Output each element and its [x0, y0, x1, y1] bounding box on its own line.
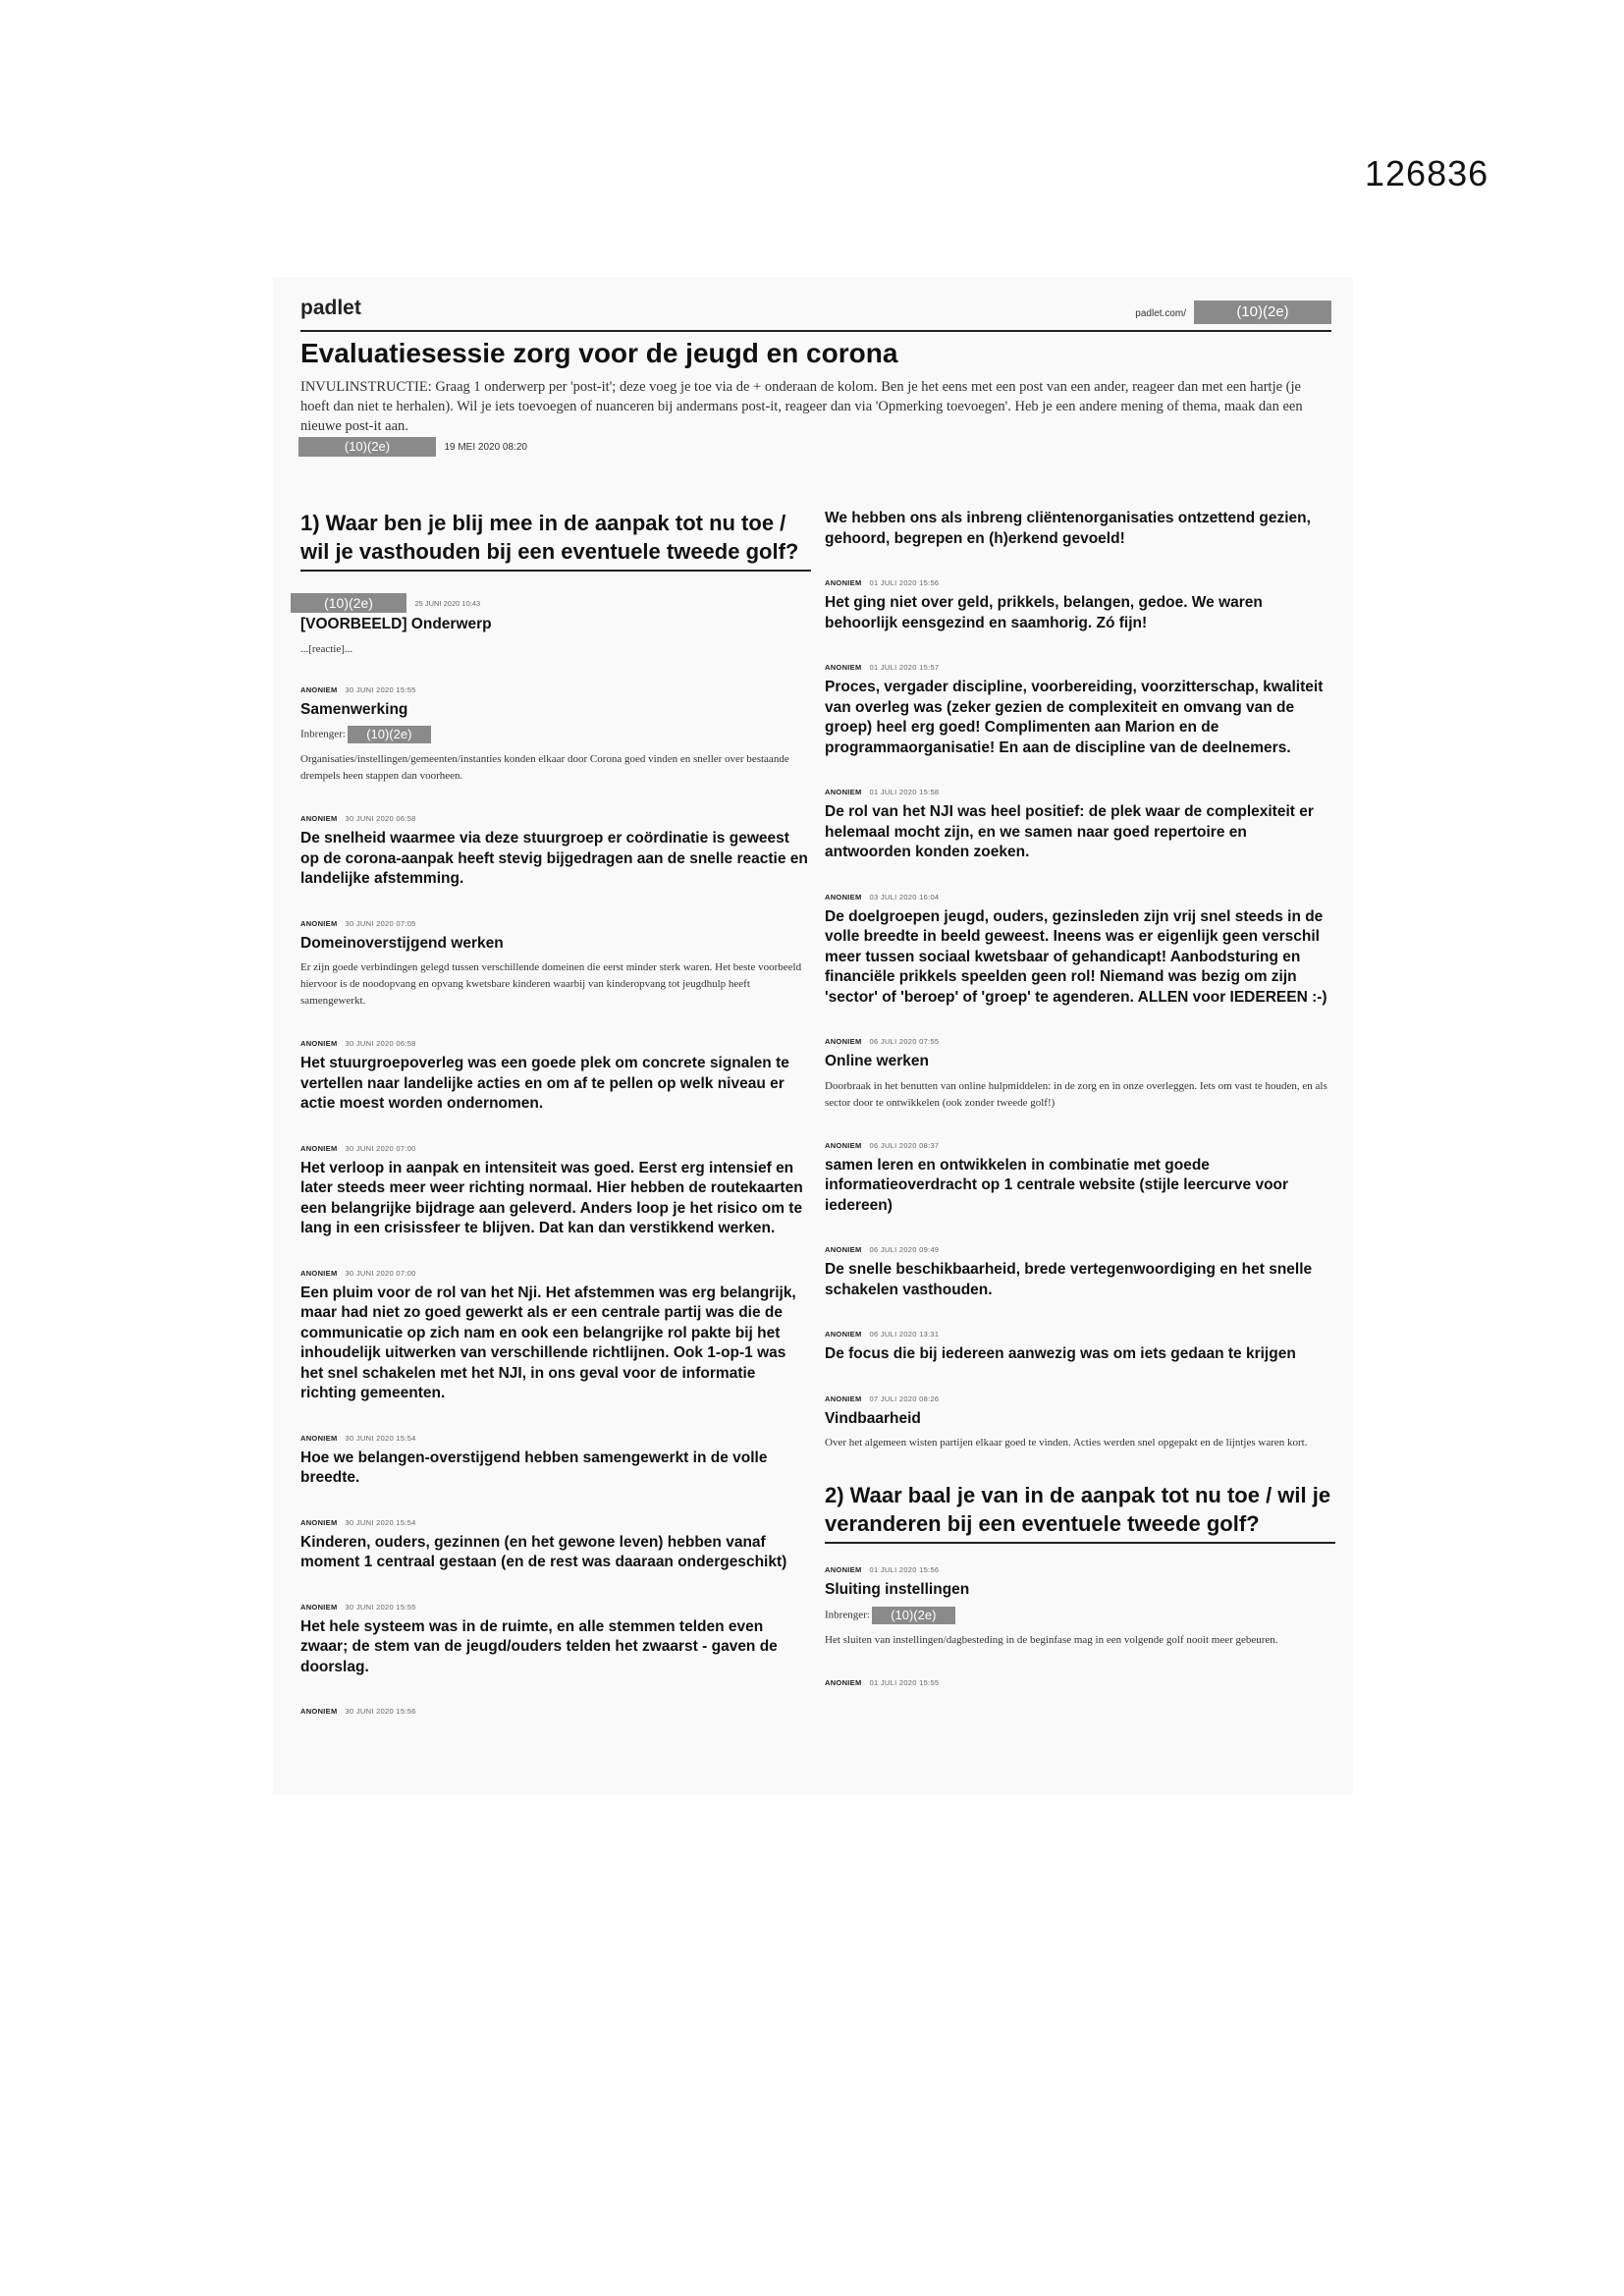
post-card[interactable]: [825, 1245, 1335, 1300]
board-meta: [298, 437, 527, 459]
post-date: 30 JUNI 2020 15:54: [345, 1433, 416, 1443]
post-card[interactable]: [300, 1603, 811, 1678]
post-author: ANONIEM: [825, 1565, 862, 1574]
post-title: De snelheid waarmee via deze stuurgroep er coördinatie is geweest op de corona-aanpak heeft stevig bijgedragen aan de snelle reactie en landelijke afstemming.: [300, 830, 808, 887]
post-title: Het hele systeem was in de ruimte, en alle stemmen telden even zwaar; de stem van de jeugd/ouders telden het zwaarst - gaven de doorslag.: [300, 1617, 778, 1675]
post-author: ANONIEM: [825, 1245, 862, 1254]
post-date: 01 JULI 2020 15:56: [869, 578, 940, 587]
post-card[interactable]: [825, 788, 1335, 863]
post-card[interactable]: [825, 509, 1335, 549]
post-author: ANONIEM: [300, 1517, 338, 1527]
section-heading: 2) Waar baal je van in de aanpak tot nu toe / wil je veranderen bij een eventuele tweede golf?: [825, 1481, 1335, 1544]
post-author: ANONIEM: [300, 1707, 338, 1716]
post-author: ANONIEM: [825, 1140, 862, 1150]
redaction-box: (10)(2e): [291, 593, 406, 613]
redaction-box: (10)(2e): [298, 437, 436, 457]
post-body: Er zijn goede verbindingen gelegd tussen verschillende domeinen die eerst minder sterk waren. Het beste voorbeeld hiervoor is de noodopvang en opvang kwetsbare kinderen waarbij van kinderopvang tot jeugdhulp heeft samengewerkt.: [300, 961, 802, 1007]
post-card[interactable]: [825, 663, 1335, 758]
post-author: ANONIEM: [300, 1143, 338, 1153]
post-date: 30 JUNI 2020 07:00: [345, 1268, 416, 1278]
redaction-box: (10)(2e): [1194, 301, 1331, 324]
redaction-box: (10)(2e): [348, 726, 431, 743]
post-author: ANONIEM: [825, 1037, 862, 1046]
post-date: 01 JULI 2020 15:56: [869, 1565, 940, 1574]
post-date: 01 JULI 2020 15:58: [869, 788, 940, 796]
document-number: 126836: [1365, 153, 1489, 193]
post-body: Organisaties/instellingen/gemeenten/instanties konden elkaar door Corona goed vinden en sneller over bestaande drempels heen stappen dan voorheen.: [300, 753, 789, 782]
post-body: Het sluiten van instellingen/dagbesteding in de beginfase mag in een volgende golf nooit meer gebeuren.: [825, 1633, 1278, 1646]
board-date: 19 MEI 2020 08:20: [444, 441, 527, 453]
post-title: Domeinoverstijgend werken: [300, 934, 504, 952]
post-author: ANONIEM: [825, 788, 862, 796]
post-date: 25 JUNI 2020 10:43: [414, 598, 481, 608]
post-card[interactable]: [300, 685, 811, 786]
post-author: ANONIEM: [825, 663, 862, 672]
post-card[interactable]: [825, 1565, 1335, 1649]
post-author: ANONIEM: [300, 918, 338, 928]
post-date: 03 JULI 2020 16:04: [869, 892, 940, 902]
post-card[interactable]: [300, 1144, 811, 1239]
post-card[interactable]: [300, 814, 811, 890]
post-date: 30 JUNI 2020 15:56: [345, 1707, 416, 1716]
post-card[interactable]: [825, 1394, 1335, 1452]
post-title: Hoe we belangen-overstijgend hebben samengewerkt in de volle breedte.: [300, 1449, 768, 1486]
post-title: Het stuurgroepoverleg was een goede plek om concrete signalen te vertellen naar landelijke acties en om af te pellen op welk niveau er actie moest worden ondernomen.: [300, 1055, 789, 1112]
post-author: ANONIEM: [300, 1268, 338, 1278]
instructions: INVULINSTRUCTIE: Graag 1 onderwerp per 'post-it'; deze voeg je toe via de + onderaan de kolom. Ben je het eens met een post van een ander, reageer dan met een hartje (je hoeft dan niet te herhalen). Wil je iets toevoegen of nuanceren bij andermans post-it, reageer dan via 'Opmerking toevoegen'. Heb je een andere mening of thema, maak dan een nieuwe post-it aan.: [300, 379, 1303, 434]
post-title: Het ging niet over geld, prikkels, belangen, gedoe. We waren behoorlijk eensgezind en saamhorig. Zó fijn!: [825, 594, 1263, 631]
post-date: 30 JUNI 2020 15:55: [345, 684, 416, 694]
post-title: De focus die bij iedereen aanwezig was om iets gedaan te krijgen: [825, 1345, 1296, 1362]
padlet-header: [300, 287, 1331, 332]
post-card[interactable]: [825, 578, 1335, 633]
post-date: 30 JUNI 2020 06:58: [345, 1039, 416, 1048]
post-body: Over het algemeen wisten partijen elkaar goed te vinden. Acties werden snel opgepakt en de lijntjes waren kort.: [825, 1437, 1308, 1449]
post-card[interactable]: [825, 1037, 1335, 1112]
post-author: ANONIEM: [825, 892, 862, 902]
post-title: Proces, vergader discipline, voorbereiding, voorzitterschap, kwaliteit van overleg was (zeker gezien de complexiteit en omvang van de groep) heel erg goed! Complimenten aan Marion en de programmaorganisatie! En aan de discipline van de deelnemers.: [825, 679, 1324, 756]
post-date: 30 JUNI 2020 07:00: [345, 1143, 416, 1153]
post-title: Sluiting instellingen: [825, 1581, 970, 1598]
post-author: ANONIEM: [300, 684, 338, 694]
column-section-1-continued: [825, 509, 1335, 1717]
post-title: Samenwerking: [300, 700, 408, 718]
post-card[interactable]: [300, 1434, 811, 1489]
post-date: 30 JUNI 2020 07:05: [345, 918, 416, 928]
post-card[interactable]: [825, 893, 1335, 1009]
post-example[interactable]: [300, 593, 811, 658]
post-body: ...[reactie]...: [300, 642, 353, 655]
post-author: ANONIEM: [300, 1602, 338, 1612]
post-date: 30 JUNI 2020 15:55: [345, 1602, 416, 1612]
post-card[interactable]: [300, 1269, 811, 1404]
post-title: Online werken: [825, 1053, 929, 1069]
column-section-1: [300, 509, 811, 1745]
page-title: Evaluatiesessie zorg voor de jeugd en corona: [300, 338, 898, 368]
post-card[interactable]: [300, 1707, 811, 1716]
post-title: Kinderen, ouders, gezinnen (en het gewone leven) hebben vanaf moment 1 centraal gestaan (en de rest was daaraan ondergeschikt): [300, 1533, 787, 1570]
post-date: 06 JULI 2020 08:37: [869, 1140, 940, 1150]
post-date: 06 JULI 2020 07:55: [869, 1037, 940, 1046]
inbrenger: Inbrenger: (10)(2e): [300, 726, 811, 745]
padlet-logo: padlet: [300, 297, 361, 319]
post-card[interactable]: [300, 919, 811, 1011]
post-author: ANONIEM: [300, 1039, 338, 1048]
post-card[interactable]: [300, 1518, 811, 1573]
post-author: ANONIEM: [825, 1394, 862, 1403]
post-date: 30 JUNI 2020 15:54: [345, 1517, 416, 1527]
post-date: 01 JULI 2020 15:57: [869, 663, 940, 672]
post-author: ANONIEM: [825, 578, 862, 587]
post-date: 06 JULI 2020 13:31: [869, 1330, 940, 1339]
post-author: ANONIEM: [300, 814, 338, 823]
post-date: 30 JUNI 2020 06:58: [345, 814, 416, 823]
post-title: De rol van het NJI was heel positief: de plek waar de complexiteit er helemaal mocht zijn, en we samen naar goed repertoire en antwoorden konden zoeken.: [825, 803, 1314, 860]
post-title: De snelle beschikbaarheid, brede vertegenwoordiging en het snelle schakelen vasthouden.: [825, 1261, 1313, 1298]
post-title: [VOORBEELD] Onderwerp: [300, 616, 492, 632]
post-card[interactable]: [825, 1678, 1335, 1687]
post-title: We hebben ons als inbreng cliëntenorganisaties ontzettend gezien, gehoord, begrepen en (h)erkend gevoeld!: [825, 510, 1311, 547]
post-title: Een pluim voor de rol van het Nji. Het afstemmen was erg belangrijk, maar had niet zo goed gewerkt als er een centrale partij was die de communicatie op zich nam en ook een belangrijke rol pakte bij het inhoudelijk uitwerken van verschillende richtlijnen. Ook 1-op-1 was het snel schakelen met het NJI, in ons geval voor de informatie richting gemeenten.: [300, 1284, 796, 1401]
post-title: samen leren en ontwikkelen in combinatie met goede informatieoverdracht op 1 centrale website (stijle leercurve voor iedereen): [825, 1156, 1289, 1214]
padlet-page: [273, 277, 1353, 1794]
post-author: ANONIEM: [825, 1677, 862, 1687]
redaction-box: (10)(2e): [872, 1607, 955, 1624]
padlet-url[interactable]: padlet.com/: [1135, 308, 1186, 319]
post-date: 01 JULI 2020 15:55: [869, 1677, 940, 1687]
inbrenger: Inbrenger: (10)(2e): [825, 1607, 1335, 1626]
post-title: De doelgroepen jeugd, ouders, gezinsleden zijn vrij snel steeds in de volle breedte in beeld geweest. Ineens was er eigenlijk geen verschil meer tussen sociaal kwetsbaar of gehandicapt! Aanbodsturing en financiële prikkels speelden geen rol! Niemand was bezig om zijn 'sector' of 'beroep' of 'groep' te agenderen. ALLEN voor IEDEREEN :-): [825, 907, 1327, 1006]
post-card[interactable]: [300, 1039, 811, 1115]
post-author: ANONIEM: [300, 1433, 338, 1443]
post-card[interactable]: [825, 1141, 1335, 1217]
section-heading: 1) Waar ben je blij mee in de aanpak tot nu toe / wil je vasthouden bij een eventuele tweede golf?: [300, 509, 811, 572]
post-title: Vindbaarheid: [825, 1409, 921, 1427]
post-author: ANONIEM: [825, 1330, 862, 1339]
post-body: Doorbraak in het benutten van online hulpmiddelen: in de zorg en in onze overleggen. Iets om vast te houden, en als sector door te ontwikkelen (ook zonder tweede golf!): [825, 1079, 1327, 1109]
post-card[interactable]: [825, 1330, 1335, 1365]
post-title: Het verloop in aanpak en intensiteit was goed. Eerst erg intensief en later steeds meer weer richting normaal. Hier hebben de routekaarten een belangrijke bijdrage aan geleverd. Anders loop je het risico om te lang in een crisissfeer te blijven. Dat kan dan verstikkend werken.: [300, 1159, 803, 1236]
post-date: 06 JULI 2020 09:49: [869, 1245, 940, 1254]
post-date: 07 JULI 2020 08:26: [869, 1394, 940, 1403]
